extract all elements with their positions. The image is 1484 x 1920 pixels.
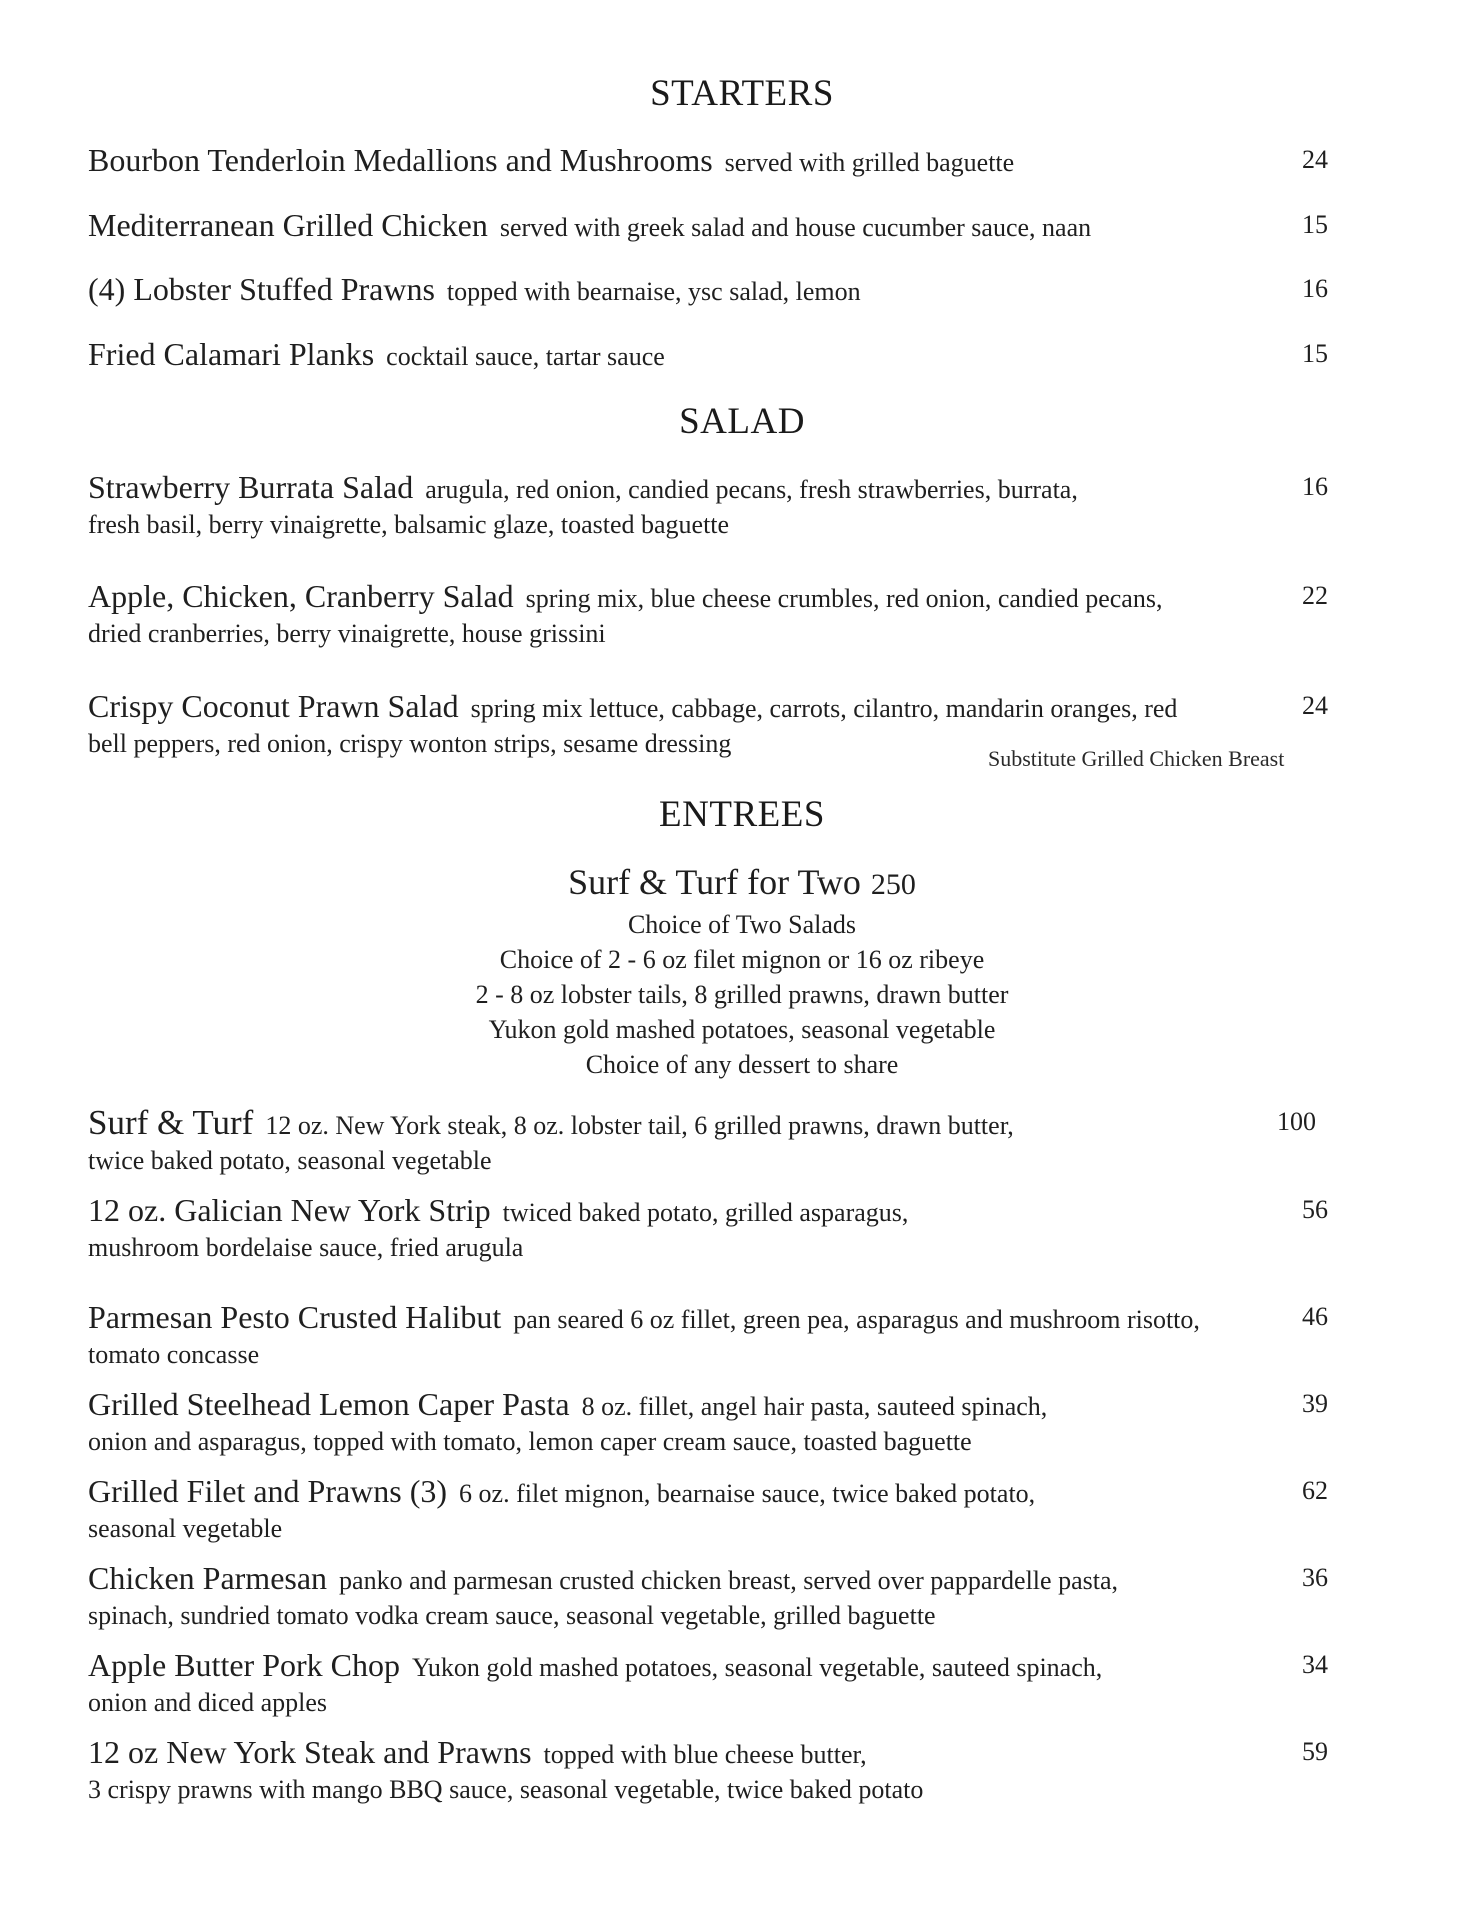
menu-item bbox=[88, 1193, 1328, 1265]
item-description-cont: mushroom bordelaise sauce, fried arugula bbox=[88, 1233, 524, 1262]
item-price: 62 bbox=[1302, 1476, 1328, 1505]
item-name: Strawberry Burrata Salad bbox=[88, 469, 414, 505]
menu-item bbox=[88, 470, 1328, 542]
item-description-cont: tomato concasse bbox=[88, 1340, 260, 1369]
item-description: twiced baked potato, grilled asparagus, bbox=[502, 1198, 909, 1227]
item-description: Yukon gold mashed potatoes, seasonal vegetable, sauteed spinach, bbox=[411, 1653, 1103, 1682]
item-price: 24 bbox=[1302, 691, 1328, 720]
item-price: 56 bbox=[1302, 1195, 1328, 1224]
item-description: spring mix lettuce, cabbage, carrots, cilantro, mandarin oranges, red bbox=[470, 694, 1178, 723]
featured-entree bbox=[0, 860, 1484, 1082]
menu-item bbox=[88, 272, 1328, 309]
section-heading-starters: STARTERS bbox=[650, 73, 834, 114]
item-description-cont: bell peppers, red onion, crispy wonton strips, sesame dressing bbox=[88, 729, 732, 758]
menu-item bbox=[88, 1300, 1328, 1372]
item-description: topped with bearnaise, ysc salad, lemon bbox=[446, 277, 861, 306]
item-description-cont: twice baked potato, seasonal vegetable bbox=[88, 1146, 492, 1175]
item-description-cont: seasonal vegetable bbox=[88, 1514, 283, 1543]
menu-item bbox=[88, 143, 1328, 180]
item-description: topped with blue cheese butter, bbox=[543, 1740, 867, 1769]
item-name: Parmesan Pesto Crusted Halibut bbox=[88, 1299, 502, 1335]
feature-line: Choice of 2 - 6 oz filet mignon or 16 oz ribeye bbox=[499, 945, 985, 974]
section-heading-entrees: ENTREES bbox=[659, 794, 825, 835]
item-description-cont: dried cranberries, berry vinaigrette, house grissini bbox=[88, 619, 606, 648]
item-name: (4) Lobster Stuffed Prawns bbox=[88, 271, 435, 307]
item-description-cont: 3 crispy prawns with mango BBQ sauce, seasonal vegetable, twice baked potato bbox=[88, 1775, 924, 1804]
item-price: 15 bbox=[1302, 339, 1328, 368]
feature-line: Choice of Two Salads bbox=[627, 910, 857, 939]
item-name: Apple, Chicken, Cranberry Salad bbox=[88, 578, 514, 614]
item-description: 6 oz. filet mignon, bearnaise sauce, twice baked potato, bbox=[459, 1479, 1036, 1508]
menu-item bbox=[88, 1387, 1328, 1459]
item-name: Grilled Steelhead Lemon Caper Pasta bbox=[88, 1386, 570, 1422]
item-description-cont: onion and asparagus, topped with tomato, lemon caper cream sauce, toasted baguette bbox=[88, 1427, 972, 1456]
item-description: spring mix, blue cheese crumbles, red onion, candied pecans, bbox=[525, 584, 1163, 613]
item-price: 16 bbox=[1302, 274, 1328, 303]
item-description: 8 oz. fillet, angel hair pasta, sauteed spinach, bbox=[581, 1392, 1048, 1421]
item-price: 59 bbox=[1302, 1737, 1328, 1766]
menu-item bbox=[88, 337, 1328, 374]
item-price: 100 bbox=[1277, 1107, 1316, 1136]
item-name: Bourbon Tenderloin Medallions and Mushrooms bbox=[88, 142, 713, 178]
substitution-note: Substitute Grilled Chicken Breast bbox=[988, 746, 1285, 771]
item-price: 22 bbox=[1302, 581, 1328, 610]
menu-item bbox=[88, 1105, 1328, 1178]
item-name: Fried Calamari Planks bbox=[88, 336, 375, 372]
item-name: 12 oz. Galician New York Strip bbox=[88, 1192, 491, 1228]
item-description: served with grilled baguette bbox=[724, 148, 1015, 177]
item-price: 46 bbox=[1302, 1302, 1328, 1331]
item-price: 16 bbox=[1302, 472, 1328, 501]
menu-item bbox=[88, 1735, 1328, 1807]
menu-item bbox=[88, 1648, 1328, 1720]
feature-price: 250 bbox=[870, 868, 916, 901]
item-name: 12 oz New York Steak and Prawns bbox=[88, 1734, 532, 1770]
item-description: 12 oz. New York steak, 8 oz. lobster tail, 6 grilled prawns, drawn butter, bbox=[265, 1111, 1014, 1140]
feature-line: Yukon gold mashed potatoes, seasonal vegetable bbox=[488, 1015, 996, 1044]
menu-item bbox=[88, 1474, 1328, 1546]
item-description: pan seared 6 oz fillet, green pea, asparagus and mushroom risotto, bbox=[513, 1305, 1200, 1334]
item-name: Mediterranean Grilled Chicken bbox=[88, 207, 488, 243]
item-price: 39 bbox=[1302, 1389, 1328, 1418]
feature-line: Choice of any dessert to share bbox=[585, 1050, 899, 1079]
item-price: 15 bbox=[1302, 210, 1328, 239]
item-name: Apple Butter Pork Chop bbox=[88, 1647, 400, 1683]
item-price: 36 bbox=[1302, 1563, 1328, 1592]
section-heading-salad: SALAD bbox=[679, 401, 805, 442]
item-description: panko and parmesan crusted chicken breast, served over pappardelle pasta, bbox=[339, 1566, 1118, 1595]
item-description-cont: spinach, sundried tomato vodka cream sauce, seasonal vegetable, grilled baguette bbox=[88, 1601, 936, 1630]
item-description: cocktail sauce, tartar sauce bbox=[386, 342, 665, 371]
item-name: Surf & Turf bbox=[88, 1103, 254, 1142]
item-name: Crispy Coconut Prawn Salad bbox=[88, 688, 459, 724]
item-description: served with greek salad and house cucumber sauce, naan bbox=[499, 213, 1092, 242]
feature-line: 2 - 8 oz lobster tails, 8 grilled prawns, drawn butter bbox=[475, 980, 1009, 1009]
item-name: Grilled Filet and Prawns (3) bbox=[88, 1473, 448, 1509]
item-price: 34 bbox=[1302, 1650, 1328, 1679]
item-description: arugula, red onion, candied pecans, fresh strawberries, burrata, bbox=[425, 475, 1078, 504]
feature-title: Surf & Turf for Two bbox=[568, 862, 861, 902]
item-name: Chicken Parmesan bbox=[88, 1560, 328, 1596]
menu-item bbox=[88, 579, 1328, 651]
menu-item bbox=[88, 208, 1328, 245]
item-description-cont: fresh basil, berry vinaigrette, balsamic glaze, toasted baguette bbox=[88, 510, 730, 539]
item-description-cont: onion and diced apples bbox=[88, 1688, 327, 1717]
item-price: 24 bbox=[1302, 145, 1328, 174]
menu-item bbox=[88, 1561, 1328, 1633]
